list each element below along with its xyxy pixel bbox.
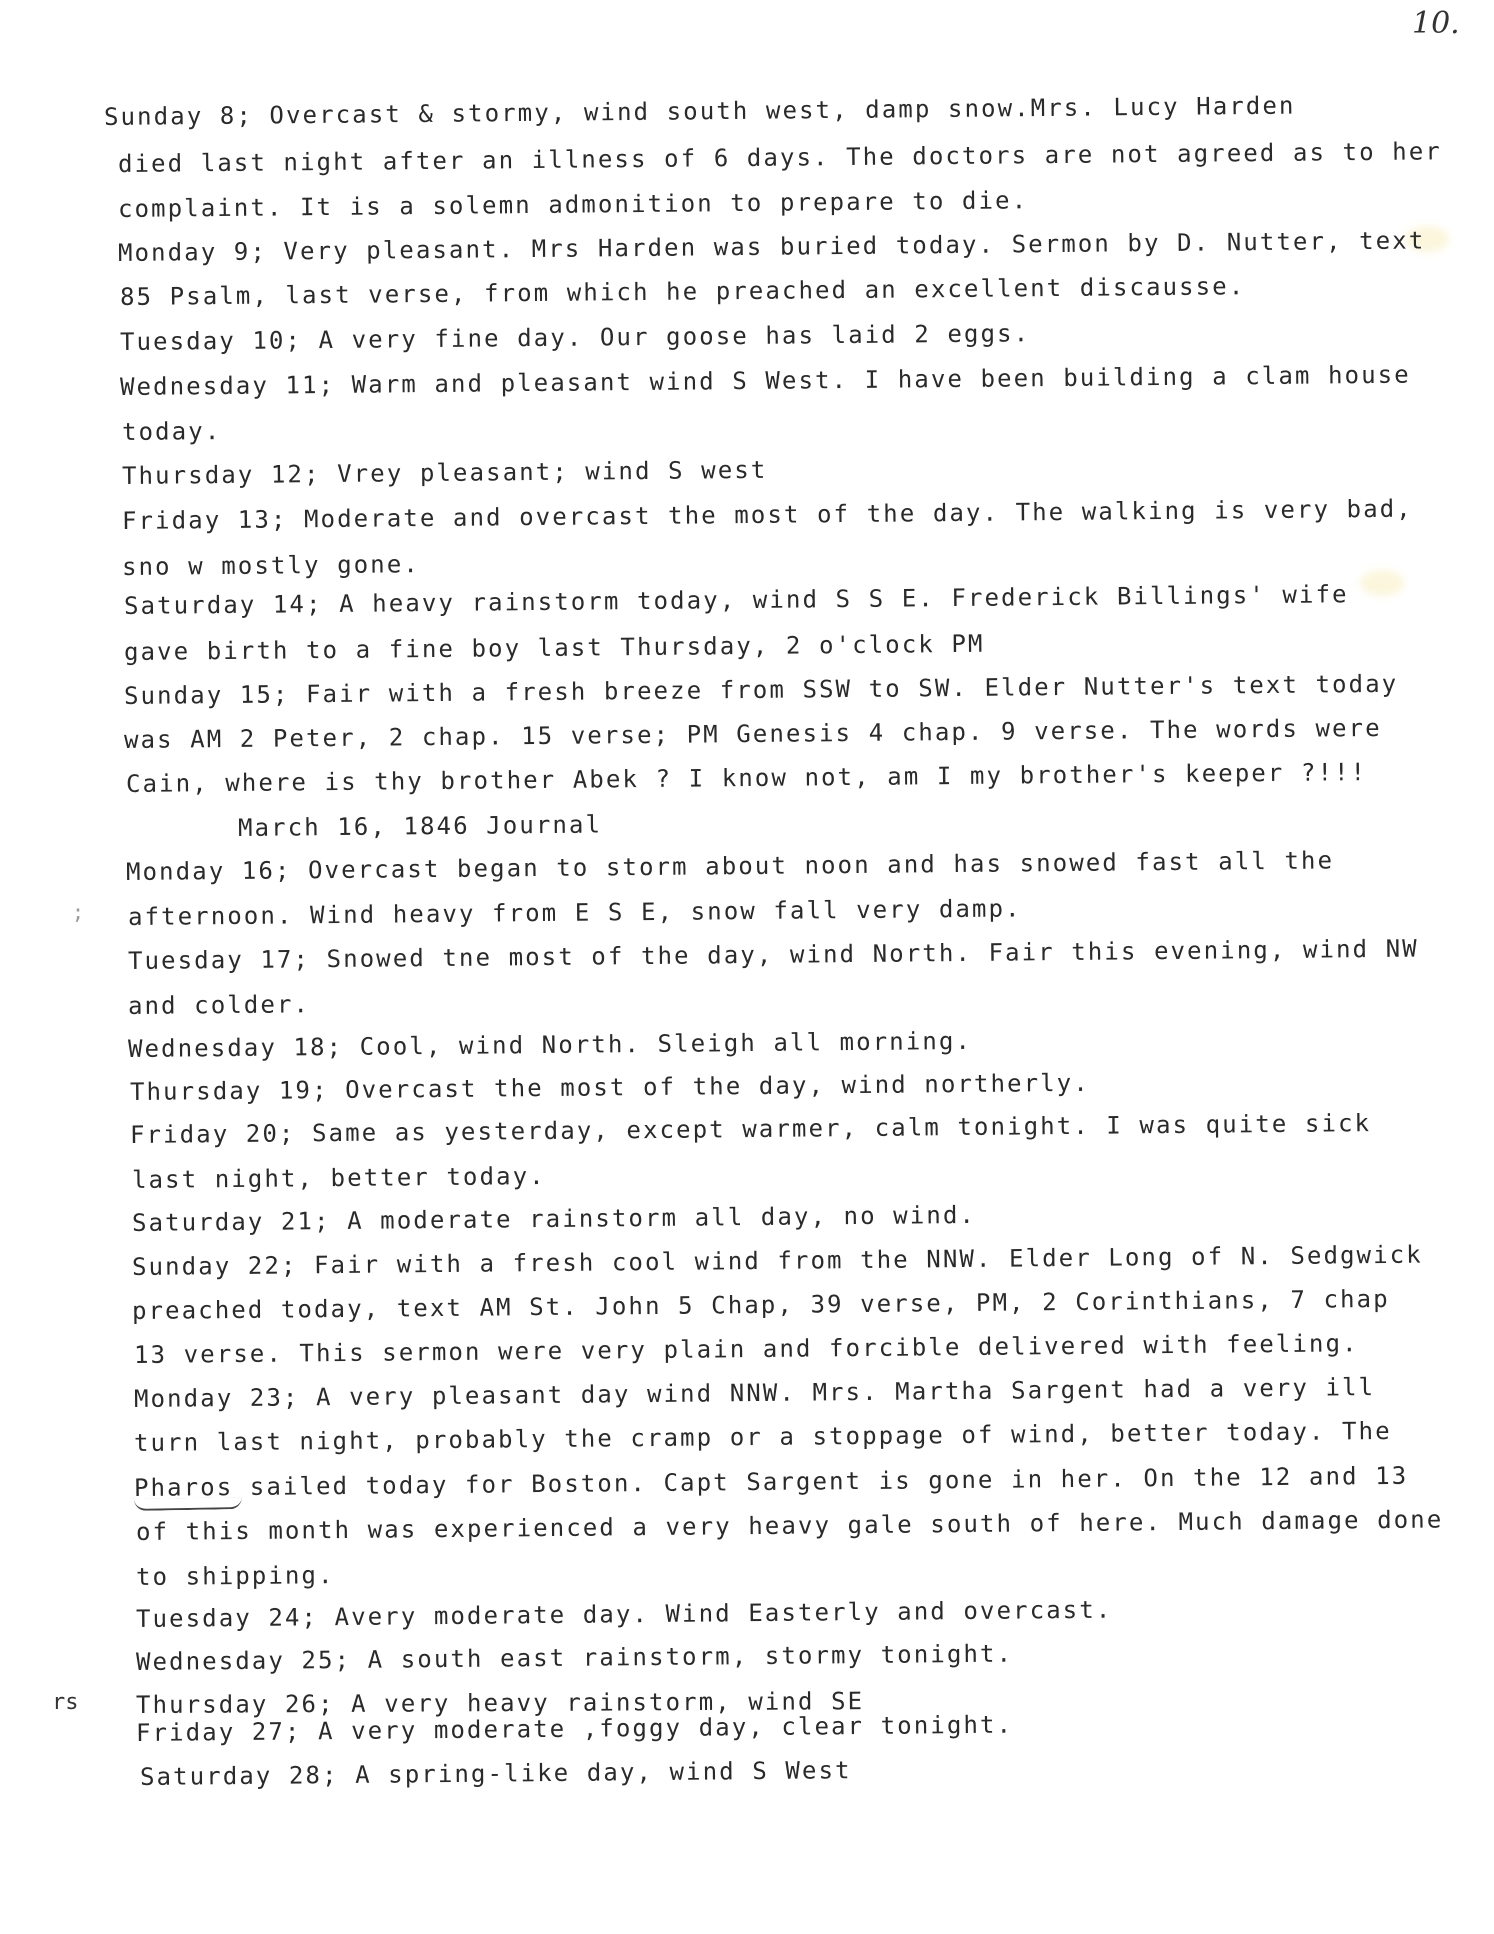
journal-line: Wednesday 18; Cool, wind North. Sleigh all morning. bbox=[127, 1026, 973, 1063]
journal-line: sno w mostly gone. bbox=[121, 550, 421, 581]
journal-line: Thursday 19; Overcast the most of the day, wind northerly. bbox=[129, 1068, 1090, 1106]
journal-line: of this month was experienced a very heavy gale south of here. Much damage done bbox=[135, 1505, 1444, 1546]
journal-line: Wednesday 11; Warm and pleasant wind S West. I have been building a clam house bbox=[119, 360, 1411, 401]
page-number: 10. bbox=[1412, 6, 1460, 41]
journal-line: 13 verse. This sermon were very plain and forcible delivered with feeling. bbox=[133, 1329, 1359, 1369]
journal-line: gave birth to a fine boy last Thursday, 2 o'clock PM bbox=[123, 629, 985, 666]
journal-line: to shipping. bbox=[135, 1561, 335, 1591]
journal-line: turn last night, probably the cramp or a stoppage of wind, better today. The bbox=[133, 1416, 1392, 1457]
journal-line: Sunday 15; Fair with a fresh breeze from SSW to SW. Elder Nutter's text today bbox=[123, 669, 1399, 710]
journal-line: Pharos sailed today for Boston. Capt Sargent is gone in her. On the 12 and 13 bbox=[133, 1461, 1409, 1502]
journal-line: preached today, text AM St. John 5 Chap, 39 verse, PM, 2 Corinthians, 7 chap bbox=[131, 1284, 1390, 1325]
journal-line: today. bbox=[121, 417, 222, 446]
journal-line: Friday 27; A very moderate ,foggy day, clear tonight. bbox=[135, 1710, 1014, 1747]
journal-line: Thursday 26; A very heavy rainstorm, wind SE bbox=[135, 1687, 865, 1719]
journal-line: complaint. It is a solemn admonition to prepare to die. bbox=[117, 186, 1029, 223]
journal-line: last night, better today. bbox=[131, 1162, 546, 1194]
journal-line: 85 Psalm, last verse, from which he preached an excellent discausse. bbox=[119, 272, 1246, 311]
journal-line: Sunday 8; Overcast & stormy, wind south west, damp snow.Mrs. Lucy Harden bbox=[103, 91, 1296, 131]
journal-line: died last night after an illness of 6 days. The doctors are not agreed as to her bbox=[117, 137, 1443, 178]
journal-line: Friday 13; Moderate and overcast the most of the day. The walking is very bad, bbox=[121, 494, 1413, 535]
journal-line: was AM 2 Peter, 2 chap. 15 verse; PM Genesis 4 chap. 9 verse. The words were bbox=[123, 713, 1382, 754]
journal-line: Sunday 22; Fair with a fresh cool wind from the NNW. Elder Long of N. Sedgwick bbox=[131, 1240, 1423, 1281]
margin-note: rs bbox=[52, 1690, 79, 1715]
journal-line: Saturday 28; A spring-like day, wind S West bbox=[139, 1756, 852, 1791]
pharos-underline bbox=[134, 1497, 242, 1511]
journal-line: Saturday 14; A heavy rainstorm today, wind S S E. Frederick Billings' wife bbox=[123, 580, 1349, 620]
journal-line: and colder. bbox=[127, 990, 311, 1020]
journal-line: Monday 16; Overcast began to storm about noon and has snowed fast all the bbox=[125, 846, 1335, 886]
journal-line: Monday 23; A very pleasant day wind NNW. Mrs. Martha Sargent had a very ill bbox=[133, 1373, 1376, 1413]
journal-line: Tuesday 10; A very fine day. Our goose has laid 2 eggs. bbox=[119, 319, 1031, 356]
journal-line: Wednesday 25; A south east rainstorm, stormy tonight. bbox=[135, 1639, 1014, 1676]
journal-subheading: March 16, 1846 Journal bbox=[237, 810, 603, 842]
journal-line: Tuesday 24; Avery moderate day. Wind Easterly and overcast. bbox=[135, 1595, 1113, 1633]
journal-line: Thursday 12; Vrey pleasant; wind S west bbox=[121, 455, 768, 490]
journal-line: afternoon. Wind heavy from E S E, snow fall very damp. bbox=[127, 894, 1022, 931]
journal-line: Cain, where is thy brother Abek ? I know not, am I my brother's keeper ?!!! bbox=[125, 758, 1368, 798]
journal-line: Friday 20; Same as yesterday, except warmer, calm tonight. I was quite sick bbox=[129, 1109, 1372, 1149]
journal-line: Tuesday 17; Snowed tne most of the day, wind North. Fair this evening, wind NW bbox=[127, 934, 1419, 975]
margin-mark: ; bbox=[72, 900, 85, 924]
paper-stain bbox=[1360, 570, 1404, 596]
journal-line: Monday 9; Very pleasant. Mrs Harden was buried today. Sermon by D. Nutter, text bbox=[117, 226, 1426, 267]
journal-line: Saturday 21; A moderate rainstorm all day, no wind. bbox=[131, 1200, 977, 1237]
